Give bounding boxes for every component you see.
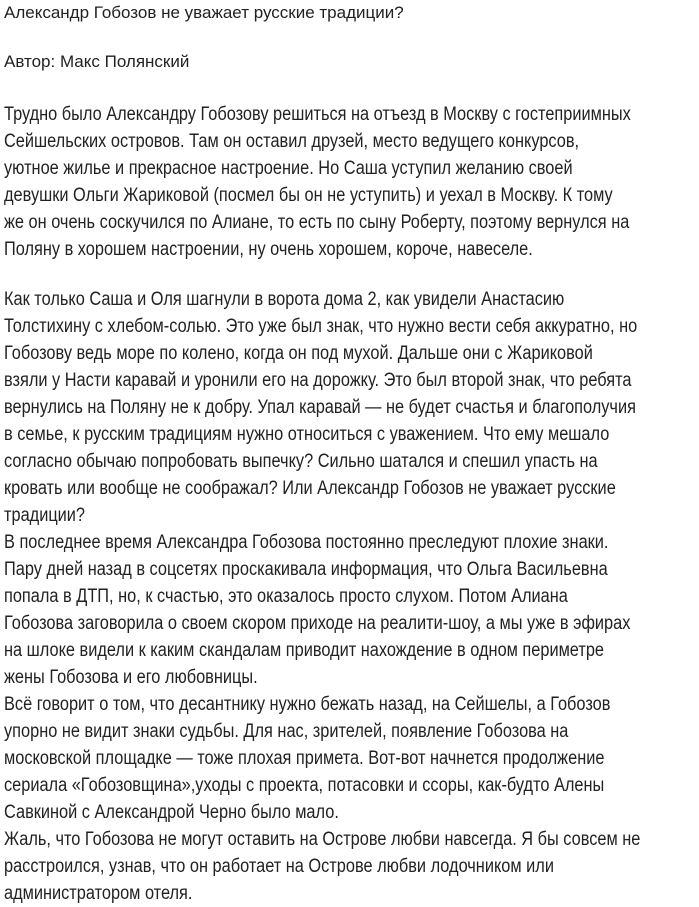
paragraph-line: кровать или вообще не соображал? Или Александр Гобозов не уважает русские — [4, 478, 616, 499]
article-author: Автор: Макс Полянский — [4, 52, 190, 71]
paragraph-line: согласно обычаю попробовать выпечку? Сильно шатался и спешил упасть на — [4, 451, 598, 472]
paragraph-line: Гобозову ведь море по колено, когда он под мухой. Дальше они с Жариковой — [4, 343, 593, 364]
paragraph-line: Толстихину с хлебом-солью. Это уже был знак, что нужно вести себя аккуратно, но — [4, 316, 638, 337]
article-title: Александр Гобозов не уважает русские традиции? — [4, 3, 404, 22]
paragraph-line: же он очень соскучился по Алиане, то есть по сыну Роберту, поэтому вернулся на — [4, 212, 630, 233]
paragraph-line: в семье, к русским традициям нужно относиться с уважением. Что ему мешало — [4, 424, 610, 445]
paragraph-line: Как только Саша и Оля шагнули в ворота дома 2, как увидели Анастасию — [4, 289, 565, 310]
paragraph-line: московской площадке — тоже плохая примета. Вот-вот начнется продолжение — [4, 748, 605, 769]
paragraph-line: Пару дней назад в соцсетях проскакивала информация, что Ольга Васильевна — [4, 559, 608, 580]
paragraph-line: Жаль, что Гобозова не могут оставить на Острове любви навсегда. Я бы совсем не — [4, 829, 641, 850]
paragraph-line: уютное жилье и прекрасное настроение. Но Саша уступил желанию своей — [4, 158, 573, 179]
paragraph-line: взяли у Насти каравай и уронили его на дорожку. Это был второй знак, что ребята — [4, 370, 632, 391]
paragraph-line: девушки Ольги Жариковой (посмел бы он не уступить) и уехал в Москву. К тому — [4, 185, 613, 206]
paragraph-line: Савкиной с Александрой Черно было мало. — [4, 802, 339, 823]
paragraph-line: традиции? — [4, 505, 86, 526]
paragraph-line: вернулись на Поляну не к добру. Упал каравай — не будет счастья и благополучия — [4, 397, 636, 418]
paragraph-line: администратором отеля. — [4, 883, 193, 904]
paragraph-line: на шлоке видели к каким скандалам приводит нахождение в одном периметре — [4, 640, 605, 661]
paragraph-line: Трудно было Александру Гобозову решиться на отъезд в Москву с гостеприимных — [4, 104, 631, 125]
paragraph-line: В последнее время Александра Гобозова постоянно преследуют плохие знаки. — [4, 532, 609, 553]
paragraph-line: расстроился, узнав, что он работает на Острове любви лодочником или — [4, 856, 554, 877]
paragraph-line: Поляну в хорошем настроении, ну очень хорошем, короче, навеселе. — [4, 239, 533, 260]
paragraph-line: упорно не видит знаки судьбы. Для нас, зрителей, появление Гобозова на — [4, 721, 569, 742]
paragraph-line: Сейшельских островов. Там он оставил друзей, место ведущего конкурсов, — [4, 131, 580, 152]
paragraph-line: попала в ДТП, но, к счастью, это оказалось просто слухом. Потом Алиана — [4, 586, 568, 607]
paragraph-line: Всё говорит о том, что десантнику нужно бежать назад, на Сейшелы, а Гобозов — [4, 694, 611, 715]
paragraph-line: жены Гобозова и его любовницы. — [4, 667, 258, 688]
paragraph-line: Гобозова заговорила о своем скором приходе на реалити-шоу, а мы уже в эфирах — [4, 613, 631, 634]
paragraph-line: сериала «Гобозовщина»,уходы с проекта, потасовки и ссоры, как-будто Алены — [4, 775, 605, 796]
